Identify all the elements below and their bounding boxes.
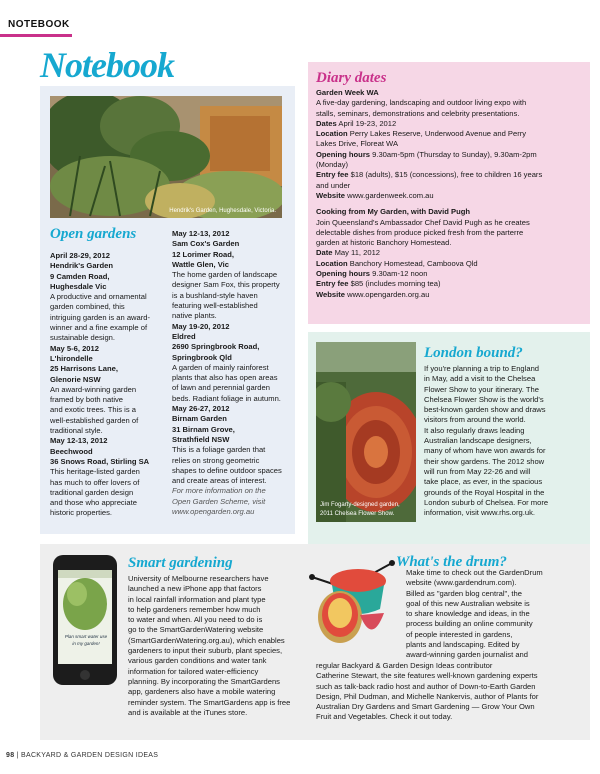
london-line: many of whom have won awards for [424,446,546,456]
footer-separator: | [14,752,21,759]
diary-line: and under [316,180,351,190]
smart-line: go to the SmartGardenWatering website [128,625,264,635]
london-line: information, visit www.rhs.org.uk. [424,508,535,518]
drum-heading: What's the drum? [396,554,507,570]
open-gardens-line: 12 Lorimer Road, [172,249,235,259]
drum-line: regular Backyard & Garden Design Ideas contributor [316,661,493,670]
open-gardens-column-1 [50,251,168,519]
open-gardens-line: native plants. [172,311,217,321]
field-value: 9.30am-5pm (Thursday to Sunday), 9.30am-2pm [370,149,537,159]
diary-line [316,290,584,300]
london-line: Australian landscape designers, [424,436,532,446]
open-gardens-line: and those who appreciate [50,498,137,508]
phone-screen-text-1: Plan smart water use [64,634,108,639]
open-gardens-line: A garden of mainly rainforest [172,362,269,372]
open-gardens-line: Sam Cox's Garden [172,239,240,249]
smart-line: information for tailored water-efficiency [128,666,259,676]
london-line: in May, add a visit to the Chelsea [424,374,536,384]
diary-line [316,170,584,180]
drum-line: Australian Dry Gardens and Smart Gardening — Grow Your Own [316,702,535,712]
drum-illustration [300,555,404,649]
diary-line [316,248,584,258]
diary-dates-body [316,88,584,300]
photo-caption: Hendrik's Garden, Hughesdale, Victoria. [169,208,276,214]
open-gardens-column-2 [172,229,292,517]
drum-line: plants and landscaping. Edited by [406,640,520,650]
open-gardens-line: intriguing garden is an award- [50,312,151,322]
open-gardens-line: 9 Camden Road, [50,271,110,281]
field-label: Location [316,258,348,268]
open-gardens-line: www.opengarden.org.au [172,507,255,517]
open-gardens-line: well-established garden of [50,415,139,425]
open-gardens-line: shapes to define outdoor spaces [172,465,282,475]
diary-line [316,129,584,139]
london-line: visitors from around the world. [424,415,526,425]
diary-line: Join Queensland's Ambassador Chef David Pugh as he creates [316,217,530,227]
diary-line: (Monday) [316,160,349,170]
smart-line: to help gardeners remember how much [128,604,261,614]
drum-line: to share knowledge and ideas, in the [406,609,530,619]
field-label: Opening hours [316,149,370,159]
open-gardens-line: Springbrook Qld [172,352,232,362]
open-gardens-line: Eldred [172,331,196,341]
london-line: will run from May 22-26 and will [424,466,531,476]
field-value: Perry Lakes Reserve, Underwood Avenue and Perry [347,129,527,139]
open-gardens-line: This heritage-listed garden [50,467,140,477]
field-label: Entry fee [316,170,349,180]
open-gardens-line: beds. Radiant foliage in autumn. [172,393,281,403]
open-gardens-line: and create areas of interest. [172,476,267,486]
field-value: 9.30am-12 noon [370,269,428,279]
drum-line: Catherine Stewart, the site features well-known gardening experts [316,671,538,681]
drum-line: such as talk-back radio host and author of Down-to-Earth Garden [316,681,536,691]
london-line: grounds of the Royal Hospital in the [424,487,545,497]
section-tag: NOTEBOOK [8,19,70,30]
open-gardens-line: 31 Birnam Grove, [172,424,235,434]
field-value: $18 (adults), $15 (concessions), free to children 16 years [348,170,543,180]
london-line: Flower Show to your itinerary. The [424,384,539,394]
diary-line [316,191,584,201]
diary-line: delectable dishes from produce picked fresh from the parterre [316,227,524,237]
open-gardens-line: The home garden of landscape [172,270,278,280]
open-gardens-line: plants that also has open areas [172,373,278,383]
field-value: Banchory Homestead, Camboova Qld [347,258,478,268]
london-line: If you're planning a trip to England [424,364,540,373]
smart-line: University of Melbourne researchers have [128,574,269,583]
field-label: Opening hours [316,269,370,279]
diary-line: stalls, seminars, demonstrations and celebrity presentations. [316,108,520,118]
open-gardens-line: May 12-13, 2012 [172,229,230,238]
drum-line: goal of this new Australian website is [406,598,530,608]
smart-gardening-heading: Smart gardening [128,555,233,571]
diary-line [316,259,584,269]
smart-line: (SmartGardenWatering.org.au), which enables [128,635,285,645]
drum-line: Fruit and Vegetables. Check it out today. [316,712,453,722]
open-gardens-line: May 19-20, 2012 [172,321,230,331]
photo-caption-line-2: 2011 Chelsea Flower Show. [320,511,395,517]
open-gardens-line: A productive and ornamental [50,292,147,302]
london-line: their show gardens. The 2012 show [424,456,545,466]
london-heading: London bound? [424,345,523,361]
drum-line: Make time to check out the GardenDrum [406,568,543,577]
open-gardens-line: 2690 Springbrook Road, [172,342,260,352]
open-gardens-line: May 5-6, 2012 [50,343,99,353]
hendriks-garden-photo [50,96,282,218]
smart-line: app, gardeners also have a mobile watering [128,687,276,697]
open-gardens-line: sustainable design. [50,333,116,343]
open-gardens-line: May 26-27, 2012 [172,404,230,414]
photo-caption-line-1: Jim Fogarty-designed garden, [320,502,400,508]
smart-line: various garden conditions and water tank [128,656,267,666]
drum-body-full [316,661,588,723]
diary-line [316,119,584,129]
open-gardens-line: of lawn and perennial garden [172,383,270,393]
drum-line: award-winning garden journalist and [406,650,528,660]
open-gardens-line: Glenorie NSW [50,374,101,384]
drum-body-indented [406,568,590,661]
field-label: Entry fee [316,279,349,289]
open-gardens-line: Beechwood [50,446,93,456]
diary-line [316,150,584,160]
open-gardens-line: 36 Snows Road, Stirling SA [50,456,150,466]
page-footer [6,752,158,759]
open-gardens-line: relies on strong geometric [172,455,260,465]
field-label: Website [316,190,345,200]
section-tag-underline [0,34,72,37]
drum-line: website (www.gardendrum.com). [406,578,517,588]
smart-line: launched a new iPhone app that factors [128,584,262,594]
drum-line: process building an online community [406,619,533,629]
london-line: It also regularly draws leading [424,425,525,435]
open-gardens-line: For more information on the [172,486,266,496]
open-gardens-heading: Open gardens [50,226,137,242]
open-gardens-line: 25 Harrisons Lane, [50,364,118,374]
open-gardens-line: designer Sam Fox, this property [172,280,280,290]
open-gardens-line: An award-winning garden [50,384,137,394]
magazine-name: BACKYARD & GARDEN DESIGN IDEAS [21,752,159,759]
diary-line [316,279,584,289]
open-gardens-line: This is a foliage garden that [172,445,266,455]
field-value: April 19-23, 2012 [336,118,397,128]
smart-line: in local rainfall information and plant type [128,594,266,604]
diary-line [316,269,584,279]
open-gardens-line: is a bushland-style haven [172,290,258,300]
field-label: Dates [316,118,337,128]
open-gardens-line: Birnam Garden [172,414,227,424]
drum-line: of people interested in gardens, [406,629,513,639]
open-gardens-line: framed by both native [50,395,124,405]
smart-line: and is available at the iTunes store. [128,707,248,717]
diary-line: garden at historic Banchory Homestead. [316,238,452,248]
open-gardens-line: winner and a fine example of [50,323,148,333]
smart-line: to water and when. All you need to do is [128,615,263,625]
open-gardens-line: Hendrik's Garden [50,261,113,271]
smart-gardening-body [128,574,298,718]
smart-line: reminder system. The SmartGardens app is free [128,697,291,707]
smart-line: planning. By incorporating the SmartGardens [128,676,280,686]
london-line: Chelsea Flower Show is the world's [424,394,544,404]
page-number: 98 [6,752,15,759]
field-label: Location [316,129,348,139]
drum-line: Design, Phil Dudman, and Michelle Nankervis, author of Plants for [316,691,539,701]
london-line: take place, as ever, in the spacious [424,477,543,487]
drum-line: Billed as "garden blog central", the [406,588,522,598]
open-gardens-line: April 28-29, 2012 [50,251,110,260]
open-gardens-line: L'hirondelle [50,353,93,363]
field-label: Date [316,248,333,258]
open-gardens-line: and exotic trees. This is a [50,405,136,415]
diary-line: Garden Week WA [316,88,379,97]
open-gardens-line: historic properties. [50,508,113,518]
london-body [424,364,586,518]
open-gardens-line: traditional garden design [50,487,134,497]
open-gardens-line: featuring well-established [172,301,258,311]
open-gardens-line: Wattle Glen, Vic [172,259,229,269]
field-value: $85 (includes morning tea) [348,279,441,289]
smart-line: gardeners to input their suburb, plant species, [128,646,283,656]
diary-line: Lakes Drive, Floreat WA [316,139,399,149]
field-value: May 11, 2012 [332,248,381,258]
field-value: www.gardenweek.com.au [344,190,434,200]
phone-screen-text-2: in my garden! [72,641,100,646]
open-gardens-line: Open Garden Scheme, visit [172,496,266,506]
open-gardens-line: Strathfield NSW [172,434,230,444]
iphone-image [52,554,118,686]
open-gardens-line: traditional style. [50,426,103,436]
london-line: London suburb of Chelsea. For more [424,497,549,507]
open-gardens-line: has much to offer lovers of [50,477,140,487]
field-label: Website [316,289,345,299]
open-gardens-line: garden combined, this [50,302,125,312]
diary-line: A five-day gardening, landscaping and outdoor living expo with [316,98,527,108]
diary-dates-heading: Diary dates [316,70,387,86]
open-gardens-line: Hughesdale Vic [50,281,107,291]
page-title: Notebook [40,45,174,85]
london-line: best-known garden show and draws [424,405,546,415]
diary-line: Cooking from My Garden, with David Pugh [316,207,470,217]
open-gardens-line: May 12-13, 2012 [50,436,108,446]
field-value: www.opengarden.org.au [344,289,430,299]
chelsea-garden-photo [316,342,416,522]
